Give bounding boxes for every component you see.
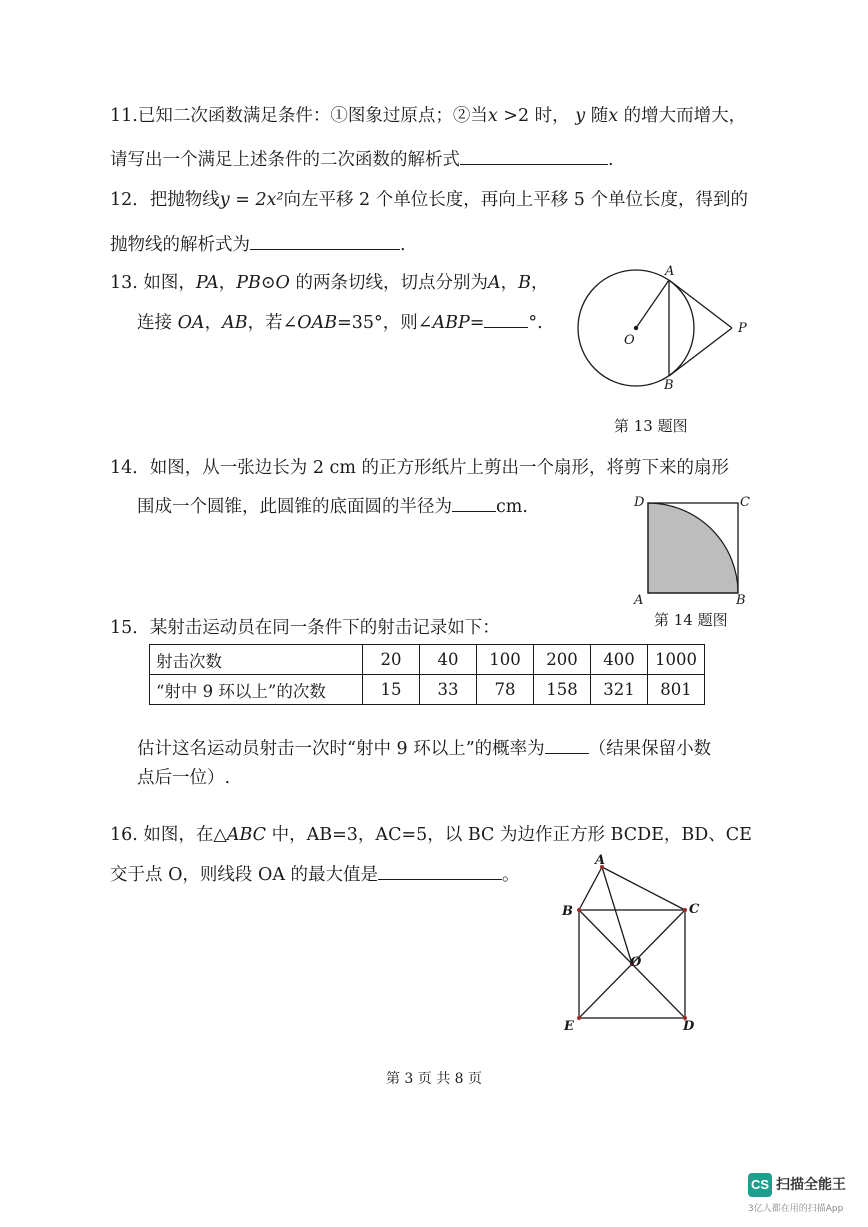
q13-end1: ，	[530, 273, 549, 293]
circle-symbol: ⊙	[260, 273, 276, 293]
table-cell: 400	[591, 645, 648, 675]
q16-answer-blank[interactable]	[378, 861, 502, 880]
table-row-label: “射中 9 环以上”的次数	[150, 675, 363, 705]
table-row	[150, 675, 705, 705]
q12-expr: y = 2x²	[219, 190, 284, 210]
table-cell: 78	[477, 675, 534, 705]
q16-label-c: C	[689, 902, 700, 917]
table-cell: 801	[648, 675, 705, 705]
seg-oa: OA	[177, 313, 205, 333]
seg-ab: AB	[222, 313, 248, 333]
table-cell: 15	[363, 675, 420, 705]
q15-line3	[137, 766, 230, 790]
table-cell: 158	[534, 675, 591, 705]
q13-l2c: =35°，则∠	[337, 313, 433, 333]
q16-label-a: A	[595, 853, 606, 868]
var-x: x	[608, 106, 619, 126]
q11-tail: 的增大而增大，	[618, 106, 747, 126]
q16-label-d: D	[683, 1019, 695, 1034]
q12-head: 12．把抛物线	[110, 190, 220, 210]
q13-seg-oa	[636, 280, 669, 328]
q16-text2: 交于点 O，则线段 OA 的最大值是	[110, 865, 379, 885]
point-a: A	[487, 273, 501, 293]
q16-seg-ac	[602, 867, 685, 910]
point-o: O	[275, 273, 290, 293]
q14-text: 14．如图，从一张边长为 2 cm 的正方形纸片上剪出一个扇形，将剪下来的扇形	[110, 458, 729, 478]
q12-line1	[110, 188, 748, 212]
q15-record-table	[149, 644, 705, 705]
table-cell: 40	[420, 645, 477, 675]
q11-cond: >2 时，	[497, 106, 570, 126]
q13-label-a: A	[665, 264, 675, 279]
q12-end: .	[400, 235, 406, 255]
q14-sector	[648, 503, 738, 593]
q16-line1	[110, 823, 752, 847]
q12-line2	[110, 231, 406, 257]
table-cell: 33	[420, 675, 477, 705]
q15-line2	[137, 735, 711, 761]
q16-label-e: E	[564, 1019, 574, 1034]
q13-center-dot	[634, 326, 638, 330]
q13-seg-pb	[669, 328, 732, 376]
var-y: y	[575, 106, 586, 126]
scanner-logo-icon: CS	[748, 1173, 772, 1197]
q15-answer-blank[interactable]	[545, 735, 589, 754]
q11-end: .	[608, 150, 614, 170]
q14-answer-blank[interactable]	[452, 493, 496, 512]
seg-pa: PA	[195, 273, 219, 293]
q14-label-d: D	[634, 495, 645, 510]
point-b: B	[518, 273, 531, 293]
q11-text2: 请写出一个满足上述条件的二次函数的解析式	[110, 150, 460, 170]
table-row-label: 射击次数	[150, 645, 363, 675]
q13-label-p: P	[738, 321, 747, 336]
q11-line1	[110, 104, 746, 128]
q14-label-c: C	[740, 495, 750, 510]
q13-answer-blank[interactable]	[484, 309, 528, 328]
page-footer: 第 3 页 共 8 页	[385, 1071, 483, 1087]
q12-text2: 抛物线的解析式为	[110, 235, 250, 255]
q14-label-b: B	[736, 593, 746, 608]
seg-pb: PB	[236, 273, 261, 293]
q14-text2: 围成一个圆锥，此圆锥的底面圆的半径为	[137, 497, 452, 517]
q13-label-b: B	[664, 378, 674, 392]
q16-end: 。	[502, 865, 520, 885]
q13-end2: °.	[528, 313, 543, 333]
q15-line1	[110, 616, 500, 640]
table-cell: 20	[363, 645, 420, 675]
q16-label-o: O	[630, 955, 642, 970]
q12-answer-blank[interactable]	[250, 231, 400, 250]
q13-comma: ，	[218, 273, 237, 293]
q14-caption: 第 14 题图	[654, 611, 728, 629]
q13-figure	[570, 262, 760, 392]
q16-head: 16. 如图，在△	[110, 825, 227, 845]
q13-line2	[137, 309, 543, 335]
q13-seg-pa	[669, 280, 732, 328]
angle-abp: ABP	[432, 313, 470, 333]
q14-line2	[137, 493, 528, 519]
q12-tail: 向左平移 2 个单位长度，再向上平移 5 个单位长度，得到的	[283, 190, 749, 210]
q16-seg-ab	[579, 867, 602, 910]
triangle-abc: ABC	[226, 825, 267, 845]
q16-dot-e	[577, 1016, 581, 1020]
table-cell: 200	[534, 645, 591, 675]
q11-text: 11.已知二次函数满足条件：①图象过原点；②当	[110, 106, 488, 126]
q16-label-b: B	[562, 904, 573, 919]
table-cell: 321	[591, 675, 648, 705]
q13-sep: ，	[500, 273, 519, 293]
q13-l2d: =	[469, 313, 485, 333]
q13-mid: 的两条切线，切点分别为	[289, 273, 488, 293]
scanner-app-name: 扫描全能王	[776, 1177, 846, 1193]
q16-tail: 中，AB=3，AC=5，以 BC 为边作正方形 BCDE，BD、CE	[266, 825, 752, 845]
q16-figure	[558, 852, 708, 1034]
q15-text2: 估计这名运动员射击一次时“射中 9 环以上”的概率为	[137, 739, 545, 759]
q15-text: 15．某射击运动员在同一条件下的射击记录如下：	[110, 618, 500, 638]
q13-l2b: ，若∠	[247, 313, 298, 333]
q11-answer-blank[interactable]	[460, 146, 608, 165]
scanner-tagline: 3亿人都在用的扫描App	[748, 1204, 844, 1214]
q15-text3: 点后一位）.	[137, 768, 231, 788]
q16-dot-c	[683, 908, 687, 912]
q14-label-a: A	[634, 593, 644, 608]
q13-head: 13. 如图，	[110, 273, 196, 293]
q14-figure	[628, 488, 758, 608]
q11-line2	[110, 146, 614, 172]
q13-line1	[110, 271, 548, 295]
q15-text2b: （结果保留小数	[588, 739, 712, 759]
q11-sui: 随	[585, 106, 609, 126]
q16-dot-b	[577, 908, 581, 912]
var-x: x	[487, 106, 498, 126]
table-cell: 100	[477, 645, 534, 675]
table-cell: 1000	[648, 645, 705, 675]
q16-line2	[110, 861, 520, 887]
q13-label-o: O	[624, 333, 635, 348]
angle-oab: OAB	[297, 313, 338, 333]
q14-line1	[110, 456, 729, 480]
q14-end: cm.	[496, 497, 528, 517]
q13-l2a: 连接	[137, 313, 178, 333]
q13-c2: ，	[204, 313, 223, 333]
table-row	[150, 645, 705, 675]
q13-caption: 第 13 题图	[614, 417, 688, 435]
